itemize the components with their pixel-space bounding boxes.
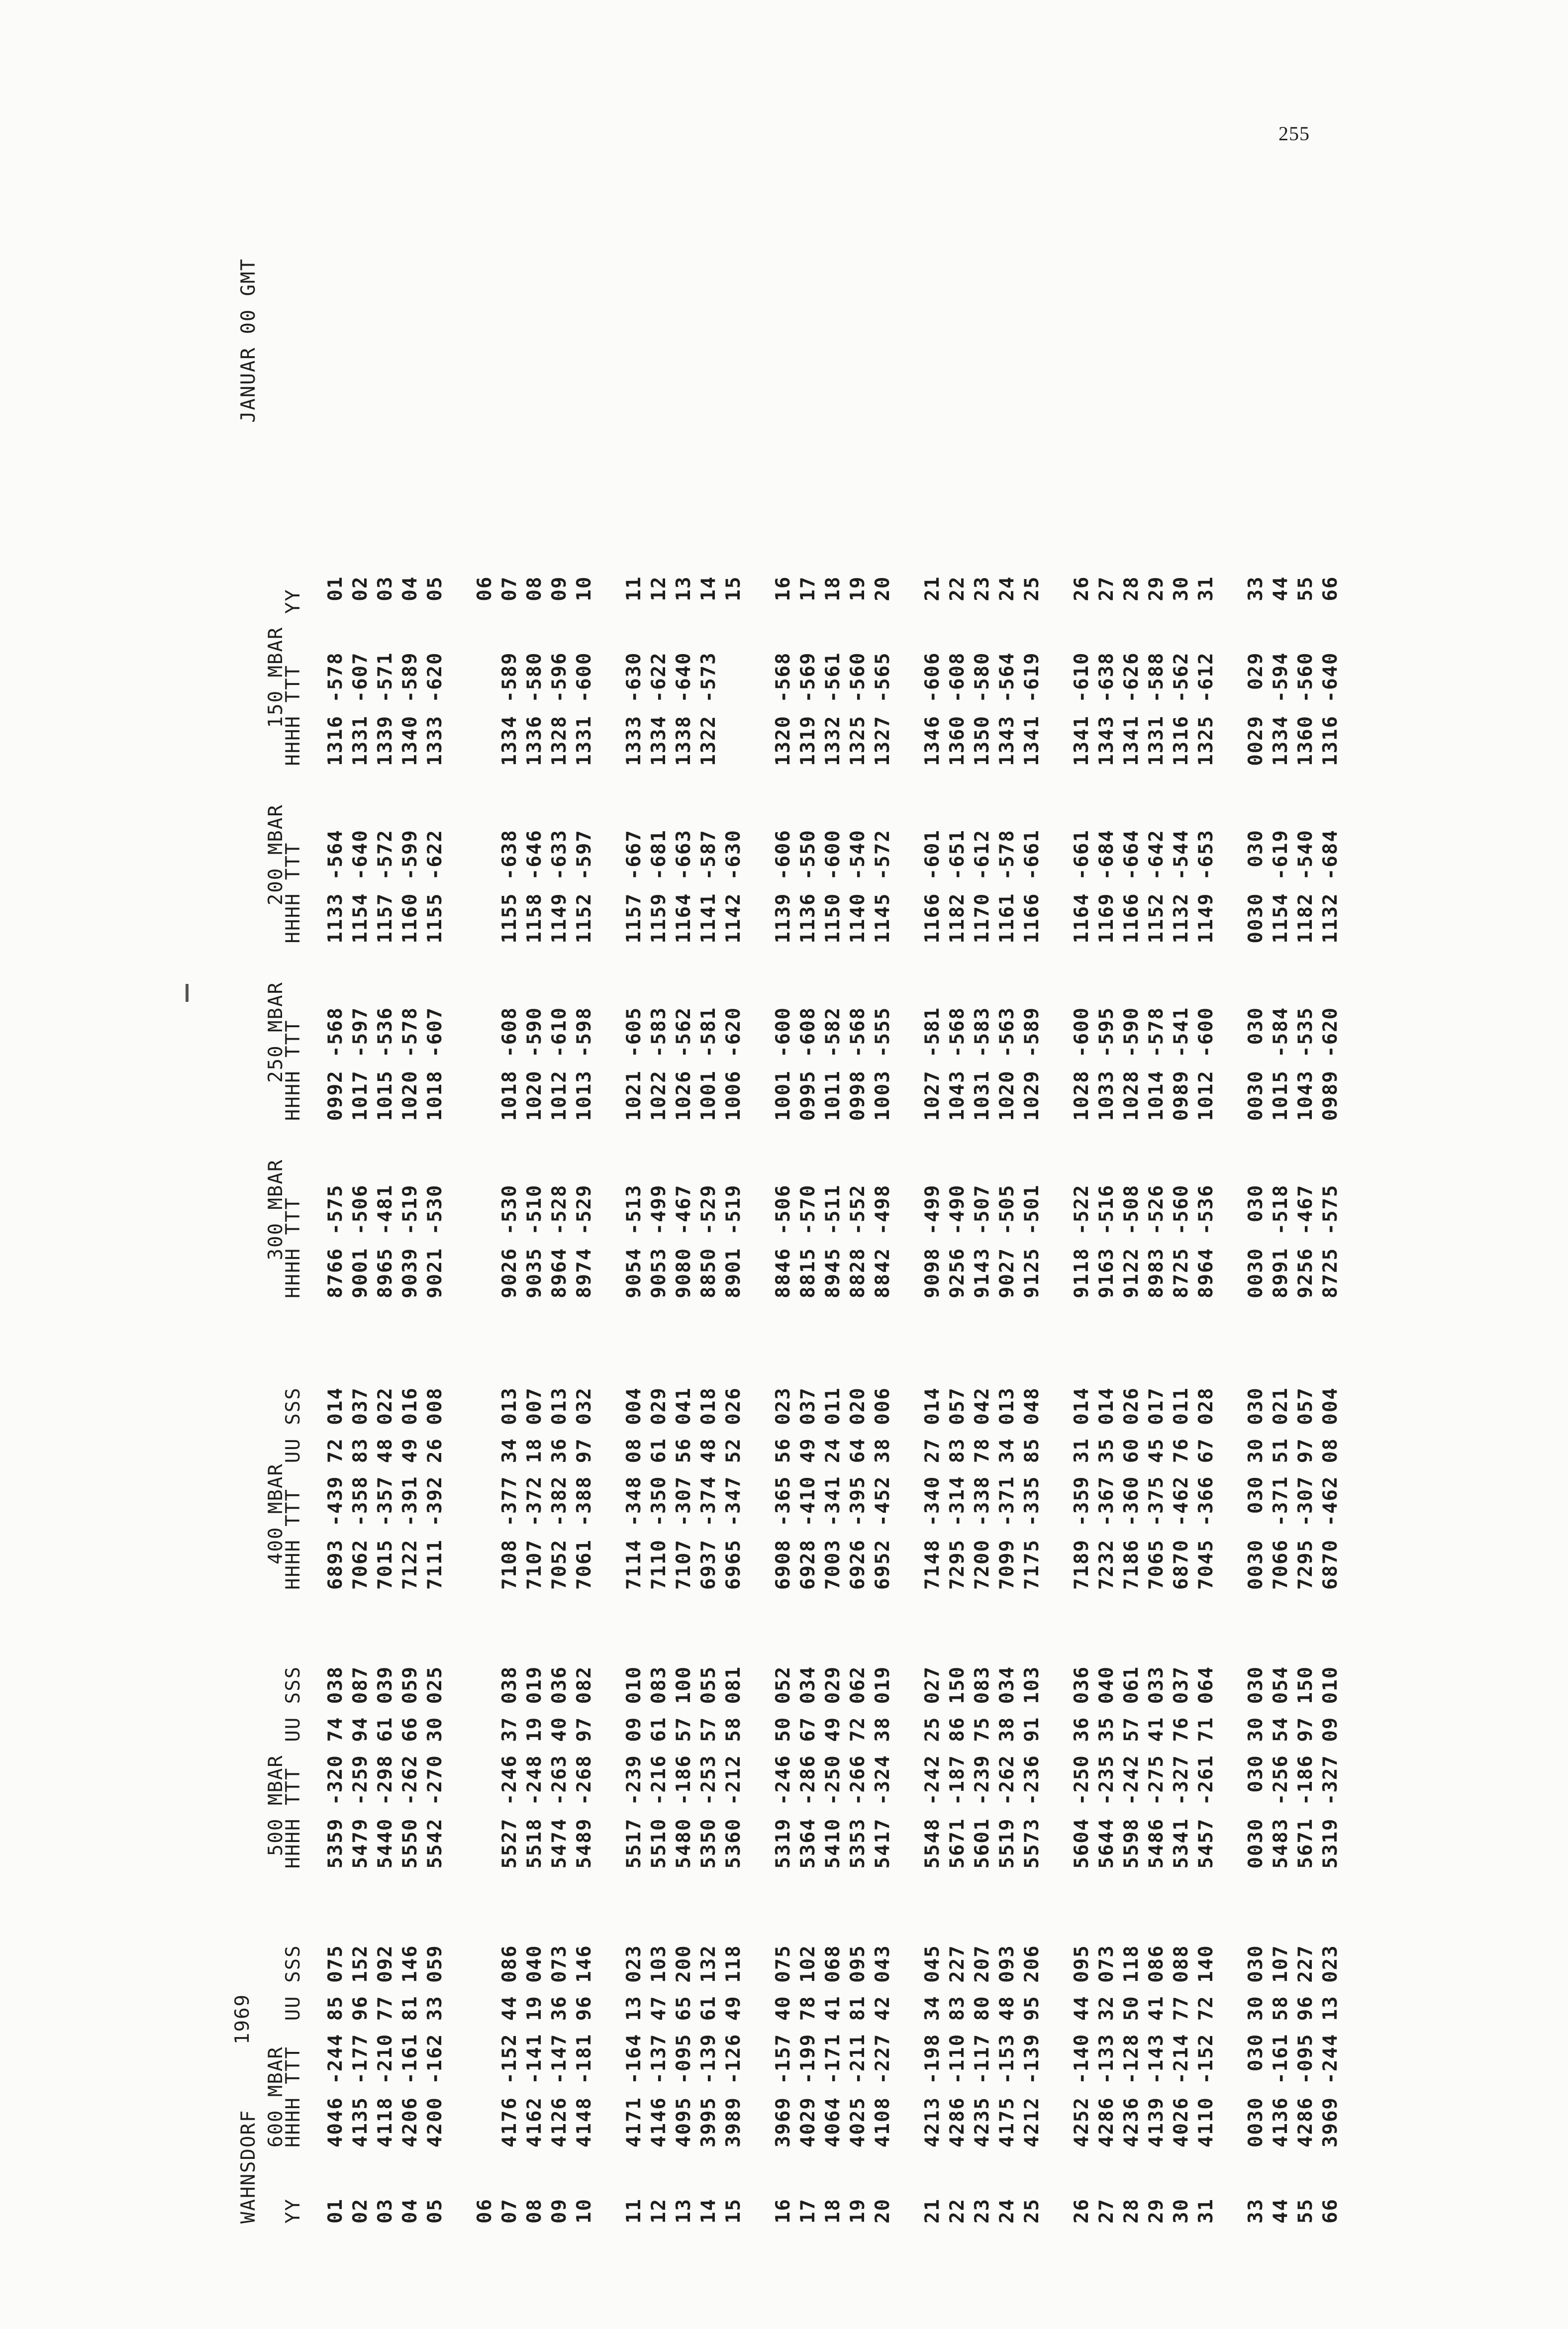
table-row: 22 4286 -110 83 227 5671 -187 86 150 7295 -314 83 057 9256 -490 1043 -568 1182 -651 1360 -608 22 [946, 576, 969, 2224]
table-row: 55 4286 -095 96 227 5671 -186 97 150 7295 -307 97 057 9256 -467 1043 -535 1182 -540 1360 -560 55 [1294, 576, 1317, 2224]
margin-mark [186, 984, 189, 1002]
table-row: 20 4108 -227 42 043 5417 -324 38 019 6952 -452 38 006 8842 -498 1003 -555 1145 -572 1327 -565 20 [872, 576, 894, 2224]
table-row: 23 4235 -117 80 207 5601 -239 75 083 7200 -338 78 042 9143 -507 1031 -583 1170 -612 1350 -580 23 [971, 576, 993, 2224]
table-row: 16 3969 -157 40 075 5319 -246 50 052 6908 -365 56 023 8846 -506 1001 -600 1139 -606 1320 -568 16 [772, 576, 794, 2224]
table-row: 07 4176 -152 44 086 5527 -246 37 038 7108 -377 34 013 9026 -530 1018 -608 1155 -638 1334 -589 07 [498, 576, 521, 2224]
table-row: 10 4148 -181 96 146 5489 -268 97 082 7061 -388 97 032 8974 -529 1013 -598 1152 -597 1331 -600 10 [573, 576, 595, 2224]
table-row: 05 4200 -162 33 059 5542 -270 30 025 7111 -392 26 008 9021 -530 1018 -607 1155 -622 1333 -620 05 [424, 576, 446, 2224]
table-row: 33 0030 030 30 030 0030 030 30 030 0030 030 30 030 0030 030 0030 030 0030 030 0029 029 33 [1245, 576, 1267, 2224]
table-row: 30 4026 -214 77 088 5341 -327 76 037 6870 -462 76 011 8725 -560 0989 -541 1132 -544 1316 -562 30 [1170, 576, 1192, 2224]
table-row: 14 3995 -139 61 132 5350 -253 57 055 6937 -374 48 018 8850 -529 1001 -581 1141 -587 1322 -573 14 [697, 576, 720, 2224]
table-row: 12 4146 -137 47 103 5510 -216 61 083 7110 -350 61 029 9053 -499 1022 -583 1159 -681 1334 -622 12 [648, 576, 670, 2224]
table-row: 44 4136 -161 58 107 5483 -256 54 054 7066 -371 51 021 8991 -518 1015 -584 1154 -619 1334 -594 44 [1270, 576, 1292, 2224]
table-row: 21 4213 -198 34 045 5548 -242 25 027 7148 -340 27 014 9098 -499 1027 -581 1166 -601 1346 -606 21 [921, 576, 944, 2224]
table-row: 28 4236 -128 50 118 5598 -242 57 061 7186 -360 60 026 9122 -508 1028 -590 1166 -664 1341 -626 28 [1120, 576, 1143, 2224]
year-label: 1969 [231, 1994, 254, 2044]
table-row: 29 4139 -143 41 086 5486 -275 41 033 7065 -375 45 017 8983 -526 1014 -578 1152 -642 1331 -588 29 [1145, 576, 1168, 2224]
rotated-data-sheet [219, 214, 1482, 2224]
table-row: 06 06 [474, 576, 496, 2224]
table-row: 17 4029 -199 78 102 5364 -286 67 034 6928 -410 49 037 8815 -570 0995 -608 1136 -550 1319 -569 17 [797, 576, 819, 2224]
table-row: 08 4162 -141 19 040 5518 -248 19 019 7107 -372 18 007 9035 -510 1020 -590 1158 -646 1336 -580 08 [523, 576, 546, 2224]
table-row: 19 4025 -211 81 095 5353 -266 72 062 6926 -395 64 020 8828 -552 0998 -568 1140 -540 1325 -560 19 [847, 576, 869, 2224]
table-row: 02 4135 -177 96 152 5479 -259 94 087 7062 -358 83 037 9001 -506 1017 -597 1154 -640 1331 -607 02 [349, 576, 372, 2224]
table-row: 25 4212 -139 95 206 5573 -236 91 103 7175 -335 85 048 9125 -501 1029 -589 1166 -661 1341 -619 25 [1021, 576, 1043, 2224]
table-row: 18 4064 -171 41 068 5410 -250 49 029 7003 -341 24 011 8945 -511 1011 -582 1150 -600 1332 -561 18 [822, 576, 844, 2224]
pressure-level-header: 600 MBAR 500 MBAR 400 MBAR 300 MBAR 250 MBAR 200 MBAR 150 MBAR [265, 626, 287, 2224]
table-row: 03 4118 -210 77 092 5440 -298 61 039 7015 -357 48 022 8965 -481 1015 -536 1157 -572 1339 -571 03 [374, 576, 396, 2224]
table-row: 15 3989 -126 49 118 5360 -212 58 081 6965 -347 52 026 8901 -519 1006 -620 1142 -630 15 [722, 576, 745, 2224]
page-number: 255 [1278, 122, 1310, 145]
table-row: 13 4095 -095 65 200 5480 -186 57 100 7107 -307 56 041 9080 -467 1026 -562 1164 -663 1338 -640 13 [673, 576, 695, 2224]
table-row: 04 4206 -161 81 146 5550 -262 66 059 7122 -391 49 016 9039 -519 1020 -578 1160 -599 1340 -589 04 [399, 576, 421, 2224]
table-row: 24 4175 -153 48 093 5519 -262 38 034 7099 -371 34 013 9027 -505 1020 -563 1161 -578 1343 -564 24 [996, 576, 1018, 2224]
table-row: 26 4252 -140 44 095 5604 -250 36 036 7189 -359 31 014 9118 -522 1028 -600 1164 -661 1341 -610 26 [1071, 576, 1093, 2224]
table-row: 01 4046 -244 85 075 5359 -320 74 038 6893 -439 72 014 8766 -575 0992 -568 1133 -564 1316 -578 01 [324, 576, 347, 2224]
table-row: 09 4126 -147 36 073 5474 -263 40 036 7052 -382 36 013 8964 -528 1012 -610 1149 -633 1328 -596 09 [548, 576, 571, 2224]
period-label: JANUAR 00 GMT [237, 258, 260, 423]
table-row: 27 4286 -133 32 073 5644 -235 35 040 7232 -367 35 014 9163 -516 1033 -595 1169 -684 1343 -638 27 [1095, 576, 1118, 2224]
table-row: 66 3969 -244 13 023 5319 -327 09 010 6870 -462 08 004 8725 -575 0989 -620 1132 -684 1316 -640 66 [1319, 576, 1342, 2224]
table-row: 31 4110 -152 72 140 5457 -261 71 064 7045 -366 67 028 8964 -536 1012 -600 1149 -653 1325 -612 31 [1195, 576, 1217, 2224]
column-field-header: YY HHHH TTT UU SSS HHHH TTT UU SSS HHHH TTT UU SSS HHHH TTT HHHH TTT HHHH TTT HHHH TTT YY [282, 588, 304, 2224]
station-name: WAHNSDORF [237, 2109, 260, 2224]
table-row: 11 4171 -164 13 023 5517 -239 09 010 7114 -348 08 004 9054 -513 1021 -605 1157 -667 1333 -630 11 [623, 576, 645, 2224]
